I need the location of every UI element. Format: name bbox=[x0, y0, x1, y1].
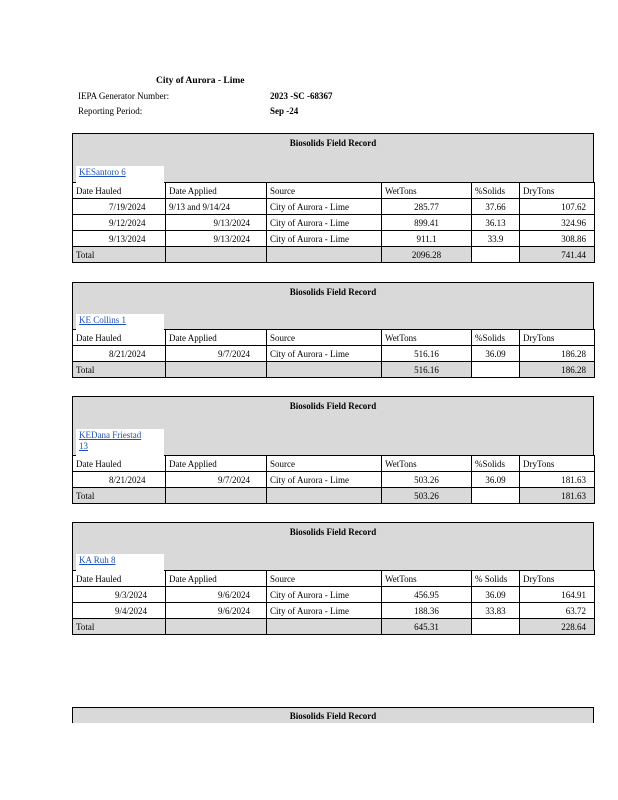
table-row bbox=[73, 603, 595, 619]
total-empty bbox=[166, 247, 267, 263]
cell-dry: 63.72 bbox=[520, 603, 595, 619]
table-row bbox=[73, 346, 595, 362]
total-label: Total bbox=[73, 362, 166, 378]
cell-applied: 9/6/2024 bbox=[166, 587, 267, 603]
col-wet-tons: WetTons bbox=[382, 183, 472, 199]
field-record-2 bbox=[72, 282, 594, 378]
cell-solids: 36.09 bbox=[472, 472, 520, 488]
total-wet: 503.26 bbox=[382, 488, 472, 504]
cell-source: City of Aurora - Lime bbox=[267, 587, 382, 603]
total-dry: 741.44 bbox=[520, 247, 595, 263]
column-header-row bbox=[73, 183, 595, 199]
record-title: Biosolids Field Record bbox=[289, 527, 377, 537]
cell-wet: 911.1 bbox=[382, 231, 472, 247]
cell-hauled: 9/13/2024 bbox=[73, 231, 166, 247]
record-title: Biosolids Field Record bbox=[289, 711, 377, 721]
generator-label: IEPA Generator Number: bbox=[78, 91, 170, 101]
total-empty bbox=[267, 488, 382, 504]
total-row bbox=[73, 488, 595, 504]
total-row bbox=[73, 362, 595, 378]
cell-wet: 456.95 bbox=[382, 587, 472, 603]
col-solids: %Solids bbox=[472, 330, 520, 346]
cell-wet: 188.36 bbox=[382, 603, 472, 619]
cell-dry: 164.91 bbox=[520, 587, 595, 603]
record-table bbox=[72, 455, 595, 504]
record-header-band bbox=[72, 522, 594, 570]
cell-source: City of Aurora - Lime bbox=[267, 231, 382, 247]
cell-hauled: 9/4/2024 bbox=[73, 603, 166, 619]
cell-source: City of Aurora - Lime bbox=[267, 346, 382, 362]
cell-solids: 33.83 bbox=[472, 603, 520, 619]
col-dry-tons: DryTons bbox=[520, 183, 595, 199]
field-name-box bbox=[76, 429, 164, 456]
table-row bbox=[73, 231, 595, 247]
total-wet: 645.31 bbox=[382, 619, 472, 635]
total-dry: 186.28 bbox=[520, 362, 595, 378]
cell-applied: 9/13 and 9/14/24 bbox=[166, 199, 267, 215]
total-empty bbox=[267, 247, 382, 263]
cell-wet: 516.16 bbox=[382, 346, 472, 362]
field-record-3 bbox=[72, 396, 594, 504]
period-value: Sep -24 bbox=[270, 106, 299, 116]
cell-source: City of Aurora - Lime bbox=[267, 215, 382, 231]
record-title: Biosolids Field Record bbox=[289, 138, 377, 148]
col-date-applied: Date Applied bbox=[166, 183, 267, 199]
total-empty bbox=[472, 247, 520, 263]
total-empty bbox=[166, 488, 267, 504]
record-title: Biosolids Field Record bbox=[289, 287, 377, 297]
total-label: Total bbox=[73, 247, 166, 263]
cell-solids: 36.09 bbox=[472, 346, 520, 362]
cell-wet: 899.41 bbox=[382, 215, 472, 231]
total-row bbox=[73, 619, 595, 635]
total-row bbox=[73, 247, 595, 263]
col-date-hauled: Date Hauled bbox=[73, 571, 166, 587]
field-name-box bbox=[76, 166, 164, 183]
cell-source: City of Aurora - Lime bbox=[267, 199, 382, 215]
column-header-row bbox=[73, 571, 595, 587]
col-solids: %Solids bbox=[472, 456, 520, 472]
record-header-band bbox=[72, 133, 594, 182]
total-wet: 2096.28 bbox=[382, 247, 472, 263]
cell-dry: 186.28 bbox=[520, 346, 595, 362]
cell-hauled: 8/21/2024 bbox=[73, 472, 166, 488]
total-empty bbox=[267, 362, 382, 378]
total-empty bbox=[166, 619, 267, 635]
total-wet: 516.16 bbox=[382, 362, 472, 378]
cell-dry: 181.63 bbox=[520, 472, 595, 488]
field-record-1 bbox=[72, 133, 594, 263]
cell-dry: 308.86 bbox=[520, 231, 595, 247]
report-title: City of Aurora - Lime bbox=[156, 76, 245, 86]
col-dry-tons: DryTons bbox=[520, 571, 595, 587]
col-solids: %Solids bbox=[472, 183, 520, 199]
cell-applied: 9/13/2024 bbox=[166, 231, 267, 247]
cell-hauled: 9/3/2024 bbox=[73, 587, 166, 603]
col-date-applied: Date Applied bbox=[166, 330, 267, 346]
total-label: Total bbox=[73, 619, 166, 635]
total-dry: 228.64 bbox=[520, 619, 595, 635]
column-header-row bbox=[73, 456, 595, 472]
total-dry: 181.63 bbox=[520, 488, 595, 504]
cell-solids: 33.9 bbox=[472, 231, 520, 247]
col-source: Source bbox=[267, 183, 382, 199]
cell-hauled: 7/19/2024 bbox=[73, 199, 166, 215]
period-label: Reporting Period: bbox=[78, 106, 143, 116]
generator-number: 2023 -SC -68367 bbox=[270, 91, 333, 101]
table-row bbox=[73, 199, 595, 215]
field-link-line2[interactable]: 13 bbox=[79, 441, 88, 451]
cell-source: City of Aurora - Lime bbox=[267, 472, 382, 488]
col-source: Source bbox=[267, 330, 382, 346]
col-solids: % Solids bbox=[472, 571, 520, 587]
field-link[interactable]: KEDana Friestad bbox=[79, 430, 142, 440]
col-wet-tons: WetTons bbox=[382, 571, 472, 587]
total-empty bbox=[267, 619, 382, 635]
total-empty bbox=[472, 488, 520, 504]
record-table bbox=[72, 570, 595, 635]
total-label: Total bbox=[73, 488, 166, 504]
cell-solids: 36.13 bbox=[472, 215, 520, 231]
col-dry-tons: DryTons bbox=[520, 456, 595, 472]
cell-applied: 9/13/2024 bbox=[166, 215, 267, 231]
cell-solids: 36.09 bbox=[472, 587, 520, 603]
total-empty bbox=[472, 362, 520, 378]
col-wet-tons: WetTons bbox=[382, 330, 472, 346]
table-row bbox=[73, 472, 595, 488]
cell-hauled: 9/12/2024 bbox=[73, 215, 166, 231]
column-header-row bbox=[73, 330, 595, 346]
cell-applied: 9/6/2024 bbox=[166, 603, 267, 619]
cell-applied: 9/7/2024 bbox=[166, 346, 267, 362]
field-record-5-partial bbox=[72, 707, 594, 723]
field-name-box bbox=[76, 314, 164, 330]
col-source: Source bbox=[267, 571, 382, 587]
cell-applied: 9/7/2024 bbox=[166, 472, 267, 488]
table-row bbox=[73, 587, 595, 603]
cell-dry: 324.96 bbox=[520, 215, 595, 231]
cell-source: City of Aurora - Lime bbox=[267, 603, 382, 619]
cell-dry: 107.62 bbox=[520, 199, 595, 215]
col-date-applied: Date Applied bbox=[166, 456, 267, 472]
record-table bbox=[72, 329, 595, 378]
record-header-band bbox=[72, 707, 594, 723]
field-name-box bbox=[76, 554, 164, 571]
table-row bbox=[73, 215, 595, 231]
field-link[interactable]: KESantoro 6 bbox=[79, 167, 126, 177]
col-date-hauled: Date Hauled bbox=[73, 330, 166, 346]
cell-solids: 37.66 bbox=[472, 199, 520, 215]
cell-wet: 503.26 bbox=[382, 472, 472, 488]
record-table bbox=[72, 182, 595, 263]
cell-wet: 285.77 bbox=[382, 199, 472, 215]
col-date-hauled: Date Hauled bbox=[73, 456, 166, 472]
col-date-applied: Date Applied bbox=[166, 571, 267, 587]
field-link[interactable]: KA Ruh 8 bbox=[79, 555, 116, 565]
record-title: Biosolids Field Record bbox=[289, 401, 377, 411]
record-header-band bbox=[72, 396, 594, 455]
total-empty bbox=[166, 362, 267, 378]
field-link[interactable]: KE Collins 1 bbox=[79, 315, 127, 325]
cell-hauled: 8/21/2024 bbox=[73, 346, 166, 362]
col-wet-tons: WetTons bbox=[382, 456, 472, 472]
col-dry-tons: DryTons bbox=[520, 330, 595, 346]
field-record-4 bbox=[72, 522, 594, 635]
total-empty bbox=[472, 619, 520, 635]
col-date-hauled: Date Hauled bbox=[73, 183, 166, 199]
record-header-band bbox=[72, 282, 594, 329]
col-source: Source bbox=[267, 456, 382, 472]
